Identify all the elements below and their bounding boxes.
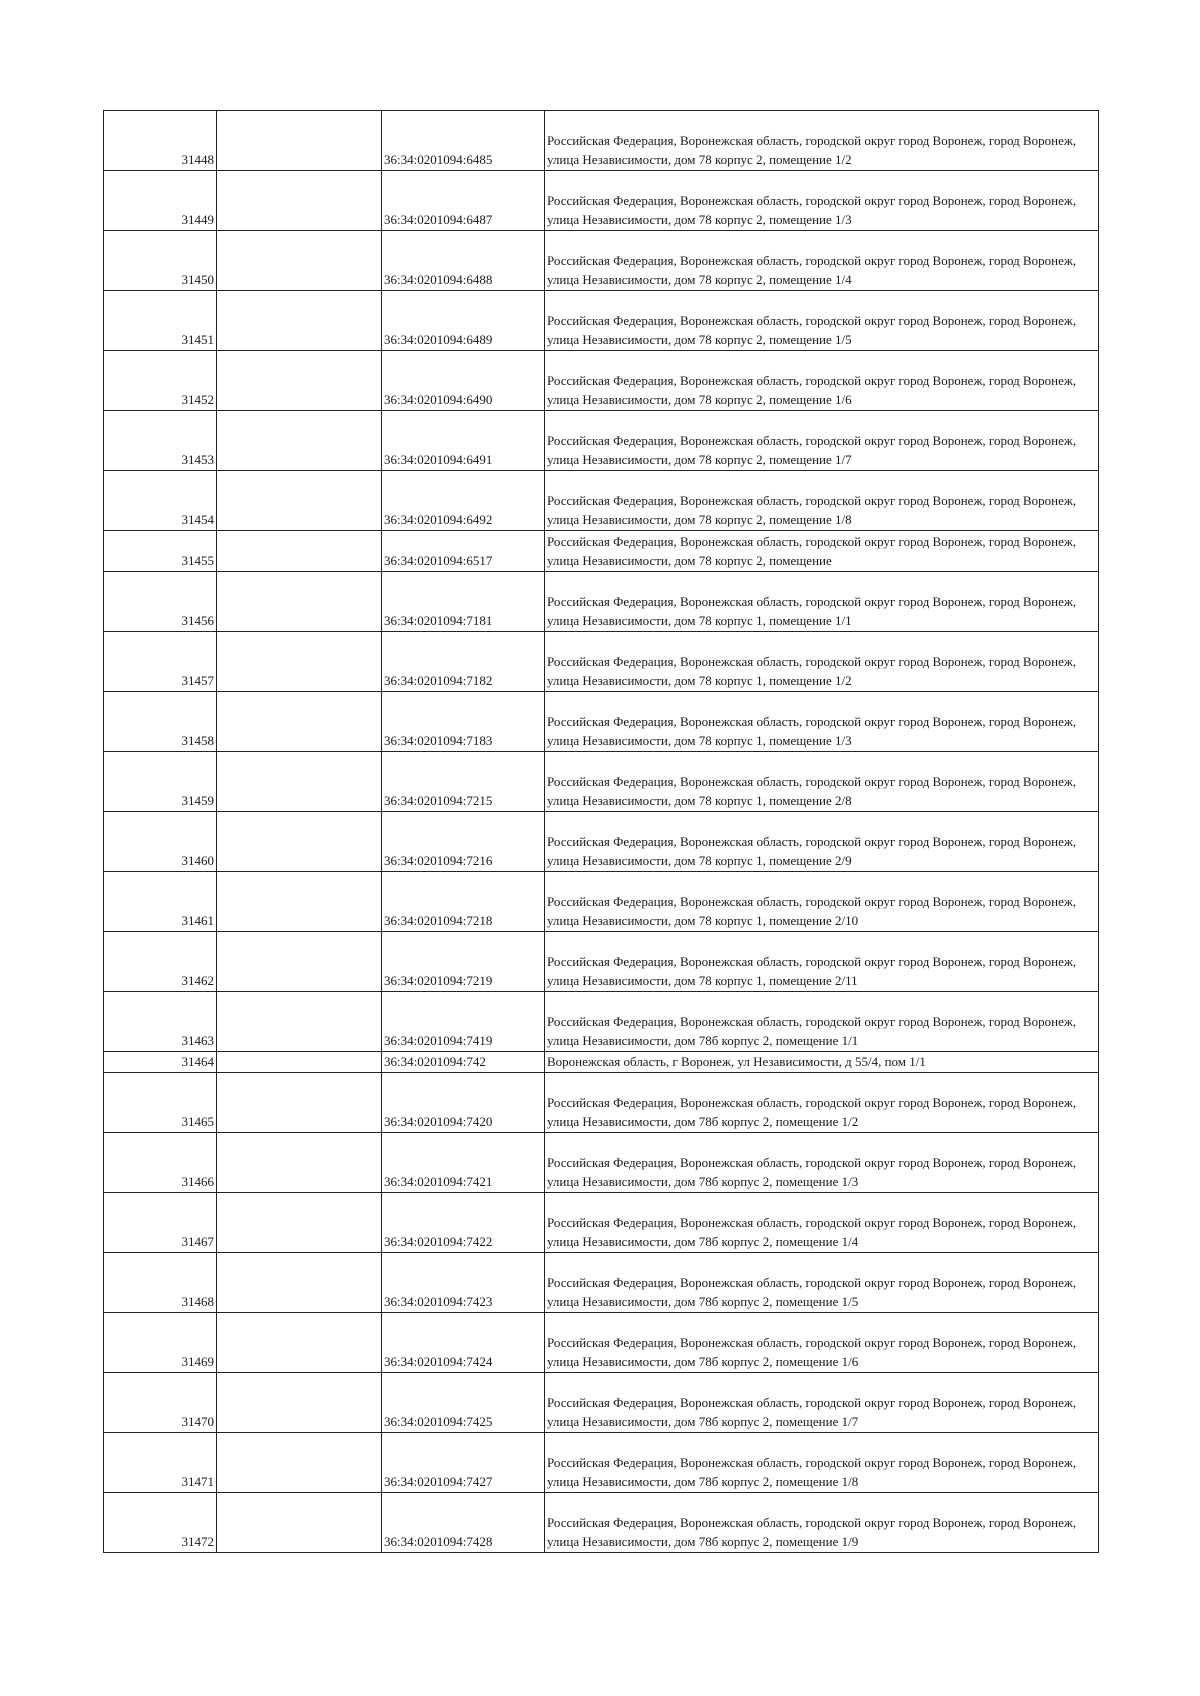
empty-cell bbox=[217, 1052, 382, 1073]
row-number-cell: 31455 bbox=[104, 531, 217, 572]
address-cell: Российская Федерация, Воронежская область, городской округ город Воронеж, город Воронеж, улица Независимости, дом 78 корпус 1, помещение 1/2 bbox=[545, 632, 1099, 692]
empty-cell bbox=[217, 171, 382, 231]
row-number-cell: 31451 bbox=[104, 291, 217, 351]
cadastral-number-cell: 36:34:0201094:7421 bbox=[382, 1133, 545, 1193]
empty-cell bbox=[217, 812, 382, 872]
address-cell: Российская Федерация, Воронежская область, городской округ город Воронеж, город Воронеж, улица Независимости, дом 78 корпус 2, помещение 1/5 bbox=[545, 291, 1099, 351]
cadastral-number-cell: 36:34:0201094:6487 bbox=[382, 171, 545, 231]
table-row bbox=[104, 111, 1099, 171]
empty-cell bbox=[217, 1493, 382, 1553]
empty-cell bbox=[217, 632, 382, 692]
table-row bbox=[104, 992, 1099, 1052]
address-cell: Российская Федерация, Воронежская область, городской округ город Воронеж, город Воронеж, улица Независимости, дом 78б корпус 2, помещение 1/8 bbox=[545, 1433, 1099, 1493]
empty-cell bbox=[217, 1433, 382, 1493]
cadastral-number-cell: 36:34:0201094:7183 bbox=[382, 692, 545, 752]
row-number-cell: 31458 bbox=[104, 692, 217, 752]
table-row bbox=[104, 932, 1099, 992]
cadastral-number-cell: 36:34:0201094:7216 bbox=[382, 812, 545, 872]
empty-cell bbox=[217, 411, 382, 471]
row-number-cell: 31448 bbox=[104, 111, 217, 171]
empty-cell bbox=[217, 531, 382, 572]
empty-cell bbox=[217, 1253, 382, 1313]
row-number-cell: 31472 bbox=[104, 1493, 217, 1553]
cadastral-number-cell: 36:34:0201094:7423 bbox=[382, 1253, 545, 1313]
empty-cell bbox=[217, 111, 382, 171]
address-cell: Российская Федерация, Воронежская область, городской округ город Воронеж, город Воронеж, улица Независимости, дом 78 корпус 2, помещение 1/2 bbox=[545, 111, 1099, 171]
empty-cell bbox=[217, 572, 382, 632]
cadastral-number-cell: 36:34:0201094:6490 bbox=[382, 351, 545, 411]
address-cell: Российская Федерация, Воронежская область, городской округ город Воронеж, город Воронеж, улица Независимости, дом 78б корпус 2, помещение 1/3 bbox=[545, 1133, 1099, 1193]
empty-cell bbox=[217, 752, 382, 812]
cadastral-number-cell: 36:34:0201094:6492 bbox=[382, 471, 545, 531]
table-row bbox=[104, 572, 1099, 632]
address-cell: Российская Федерация, Воронежская область, городской округ город Воронеж, город Воронеж, улица Независимости, дом 78 корпус 2, помещение 1/8 bbox=[545, 471, 1099, 531]
table-row bbox=[104, 1133, 1099, 1193]
table-row bbox=[104, 1253, 1099, 1313]
cadastral-number-cell: 36:34:0201094:7425 bbox=[382, 1373, 545, 1433]
table-row bbox=[104, 1373, 1099, 1433]
cadastral-number-cell: 36:34:0201094:742 bbox=[382, 1052, 545, 1073]
cadastral-number-cell: 36:34:0201094:6517 bbox=[382, 531, 545, 572]
cadastral-number-cell: 36:34:0201094:7428 bbox=[382, 1493, 545, 1553]
empty-cell bbox=[217, 231, 382, 291]
empty-cell bbox=[217, 692, 382, 752]
cadastral-number-cell: 36:34:0201094:7219 bbox=[382, 932, 545, 992]
address-cell: Российская Федерация, Воронежская область, городской округ город Воронеж, город Воронеж, улица Независимости, дом 78б корпус 2, помещение 1/9 bbox=[545, 1493, 1099, 1553]
cadastral-number-cell: 36:34:0201094:7181 bbox=[382, 572, 545, 632]
address-cell: Российская Федерация, Воронежская область, городской округ город Воронеж, город Воронеж, улица Независимости, дом 78 корпус 2, помещение 1/6 bbox=[545, 351, 1099, 411]
address-cell: Российская Федерация, Воронежская область, городской округ город Воронеж, город Воронеж, улица Независимости, дом 78 корпус 1, помещение 1/3 bbox=[545, 692, 1099, 752]
address-cell: Российская Федерация, Воронежская область, городской округ город Воронеж, город Воронеж, улица Независимости, дом 78 корпус 2, помещение 1/7 bbox=[545, 411, 1099, 471]
address-cell: Российская Федерация, Воронежская область, городской округ город Воронеж, город Воронеж, улица Независимости, дом 78 корпус 2, помещение bbox=[545, 531, 1099, 572]
table-row bbox=[104, 1193, 1099, 1253]
row-number-cell: 31466 bbox=[104, 1133, 217, 1193]
table-row bbox=[104, 1433, 1099, 1493]
address-cell: Российская Федерация, Воронежская область, городской округ город Воронеж, город Воронеж, улица Независимости, дом 78 корпус 1, помещение 2/11 bbox=[545, 932, 1099, 992]
table-row bbox=[104, 471, 1099, 531]
address-cell: Российская Федерация, Воронежская область, городской округ город Воронеж, город Воронеж, улица Независимости, дом 78 корпус 1, помещение 2/9 bbox=[545, 812, 1099, 872]
empty-cell bbox=[217, 1073, 382, 1133]
row-number-cell: 31465 bbox=[104, 1073, 217, 1133]
cadastral-number-cell: 36:34:0201094:7215 bbox=[382, 752, 545, 812]
empty-cell bbox=[217, 471, 382, 531]
address-cell: Воронежская область, г Воронеж, ул Независимости, д 55/4, пом 1/1 bbox=[545, 1052, 1099, 1073]
row-number-cell: 31463 bbox=[104, 992, 217, 1052]
cadastral-number-cell: 36:34:0201094:7218 bbox=[382, 872, 545, 932]
address-cell: Российская Федерация, Воронежская область, городской округ город Воронеж, город Воронеж, улица Независимости, дом 78 корпус 1, помещение 2/8 bbox=[545, 752, 1099, 812]
table-row bbox=[104, 351, 1099, 411]
table-row bbox=[104, 1313, 1099, 1373]
row-number-cell: 31461 bbox=[104, 872, 217, 932]
row-number-cell: 31470 bbox=[104, 1373, 217, 1433]
row-number-cell: 31471 bbox=[104, 1433, 217, 1493]
row-number-cell: 31459 bbox=[104, 752, 217, 812]
table-row bbox=[104, 1052, 1099, 1073]
table-row bbox=[104, 291, 1099, 351]
empty-cell bbox=[217, 1313, 382, 1373]
row-number-cell: 31449 bbox=[104, 171, 217, 231]
table-row bbox=[104, 632, 1099, 692]
table-row bbox=[104, 812, 1099, 872]
address-cell: Российская Федерация, Воронежская область, городской округ город Воронеж, город Воронеж, улица Независимости, дом 78б корпус 2, помещение 1/4 bbox=[545, 1193, 1099, 1253]
row-number-cell: 31450 bbox=[104, 231, 217, 291]
empty-cell bbox=[217, 1133, 382, 1193]
address-cell: Российская Федерация, Воронежская область, городской округ город Воронеж, город Воронеж, улица Независимости, дом 78б корпус 2, помещение 1/1 bbox=[545, 992, 1099, 1052]
row-number-cell: 31468 bbox=[104, 1253, 217, 1313]
row-number-cell: 31464 bbox=[104, 1052, 217, 1073]
empty-cell bbox=[217, 992, 382, 1052]
cadastral-number-cell: 36:34:0201094:6491 bbox=[382, 411, 545, 471]
empty-cell bbox=[217, 291, 382, 351]
row-number-cell: 31469 bbox=[104, 1313, 217, 1373]
empty-cell bbox=[217, 932, 382, 992]
row-number-cell: 31460 bbox=[104, 812, 217, 872]
cadastral-number-cell: 36:34:0201094:6488 bbox=[382, 231, 545, 291]
cadastral-number-cell: 36:34:0201094:7427 bbox=[382, 1433, 545, 1493]
registry-table-body bbox=[104, 111, 1099, 1553]
cadastral-number-cell: 36:34:0201094:7420 bbox=[382, 1073, 545, 1133]
cadastral-number-cell: 36:34:0201094:7419 bbox=[382, 992, 545, 1052]
row-number-cell: 31452 bbox=[104, 351, 217, 411]
empty-cell bbox=[217, 351, 382, 411]
registry-table bbox=[103, 110, 1099, 1553]
table-row bbox=[104, 1073, 1099, 1133]
cadastral-number-cell: 36:34:0201094:7424 bbox=[382, 1313, 545, 1373]
table-row bbox=[104, 231, 1099, 291]
address-cell: Российская Федерация, Воронежская область, городской округ город Воронеж, город Воронеж, улица Независимости, дом 78 корпус 2, помещение 1/3 bbox=[545, 171, 1099, 231]
address-cell: Российская Федерация, Воронежская область, городской округ город Воронеж, город Воронеж, улица Независимости, дом 78б корпус 2, помещение 1/6 bbox=[545, 1313, 1099, 1373]
row-number-cell: 31456 bbox=[104, 572, 217, 632]
cadastral-number-cell: 36:34:0201094:6489 bbox=[382, 291, 545, 351]
table-row bbox=[104, 692, 1099, 752]
table-row bbox=[104, 752, 1099, 812]
row-number-cell: 31453 bbox=[104, 411, 217, 471]
row-number-cell: 31454 bbox=[104, 471, 217, 531]
table-row bbox=[104, 1493, 1099, 1553]
address-cell: Российская Федерация, Воронежская область, городской округ город Воронеж, город Воронеж, улица Независимости, дом 78 корпус 1, помещение 1/1 bbox=[545, 572, 1099, 632]
empty-cell bbox=[217, 1373, 382, 1433]
address-cell: Российская Федерация, Воронежская область, городской округ город Воронеж, город Воронеж, улица Независимости, дом 78 корпус 2, помещение 1/4 bbox=[545, 231, 1099, 291]
table-row bbox=[104, 411, 1099, 471]
row-number-cell: 31462 bbox=[104, 932, 217, 992]
cadastral-number-cell: 36:34:0201094:7182 bbox=[382, 632, 545, 692]
address-cell: Российская Федерация, Воронежская область, городской округ город Воронеж, город Воронеж, улица Независимости, дом 78 корпус 1, помещение 2/10 bbox=[545, 872, 1099, 932]
table-row bbox=[104, 872, 1099, 932]
address-cell: Российская Федерация, Воронежская область, городской округ город Воронеж, город Воронеж, улица Независимости, дом 78б корпус 2, помещение 1/2 bbox=[545, 1073, 1099, 1133]
empty-cell bbox=[217, 872, 382, 932]
table-row bbox=[104, 531, 1099, 572]
empty-cell bbox=[217, 1193, 382, 1253]
address-cell: Российская Федерация, Воронежская область, городской округ город Воронеж, город Воронеж, улица Независимости, дом 78б корпус 2, помещение 1/5 bbox=[545, 1253, 1099, 1313]
row-number-cell: 31457 bbox=[104, 632, 217, 692]
address-cell: Российская Федерация, Воронежская область, городской округ город Воронеж, город Воронеж, улица Независимости, дом 78б корпус 2, помещение 1/7 bbox=[545, 1373, 1099, 1433]
table-row bbox=[104, 171, 1099, 231]
cadastral-number-cell: 36:34:0201094:7422 bbox=[382, 1193, 545, 1253]
cadastral-number-cell: 36:34:0201094:6485 bbox=[382, 111, 545, 171]
row-number-cell: 31467 bbox=[104, 1193, 217, 1253]
